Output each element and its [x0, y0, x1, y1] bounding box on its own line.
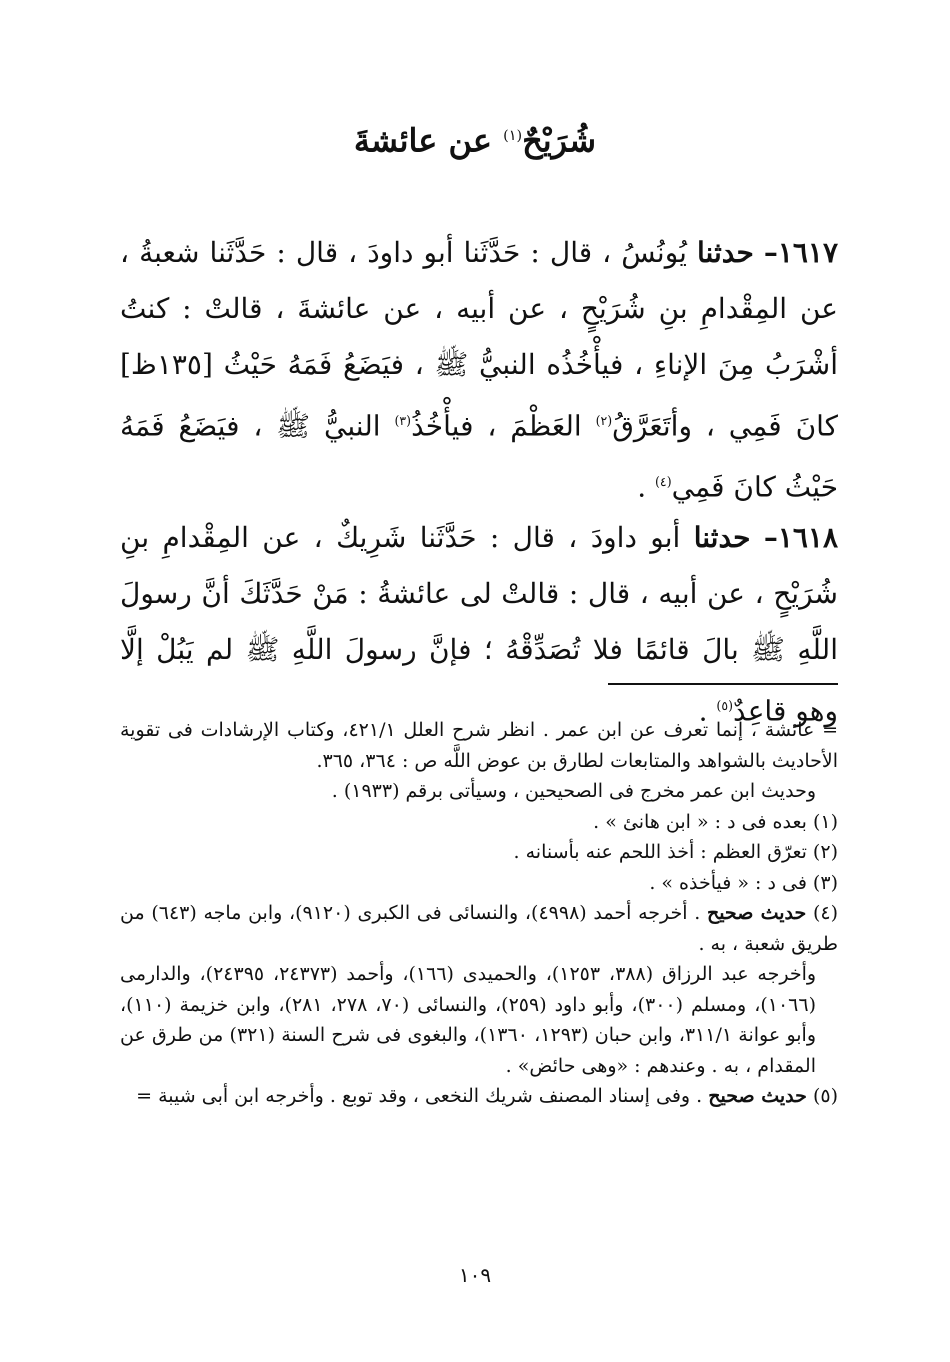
footnote-continuation: = عائشة ، إنما تعرف عن ابن عمر . انظر شرح العلل ٤٢١/١، وكتاب الإرشادات فى تقوية الأحاديث بالشواهد والمتابعات لطارق بن عوض اللَّه ص : ٣٦٤، ٣٦٥. — [120, 719, 838, 772]
chapter-title-rest: عن عائشةَ — [353, 121, 504, 160]
footnote-5-number: (٥) — [806, 1085, 838, 1107]
hadith-intro: حدثنا — [693, 521, 751, 554]
footnote-4-text: . أخرجه أحمد (٤٩٩٨)، والنسائى فى الكبرى (٩١٢٠)، وابن ماجه (٦٤٣) من طريق شعبة ، به . — [120, 902, 838, 955]
footnote-2: (٢) تعرّق العظم : أخذ اللحم عنه بأسنانه . — [513, 841, 838, 863]
footnote-ref: (٣) — [394, 413, 412, 428]
page-number: ١٠٩ — [458, 1263, 492, 1287]
grading-label: حديث صحيح — [706, 902, 807, 924]
hadith-text: العَظْمَ ، فيأْخُذُ — [411, 409, 596, 443]
footnote-4-number: (٤) — [806, 902, 839, 924]
footnote-divider — [608, 683, 838, 685]
hadith-text-end: . — [698, 694, 717, 728]
footnote-5 — [120, 1081, 838, 1112]
footnote-4-more: وأخرجه عبد الرزاق (٣٨٨، ١٢٥٣)، والحميدى (١٦٦)، وأحمد (٢٤٣٧٣، ٢٤٣٩٥)، والدارمى (١٠٦٦)، ومسلم (٣٠٠)، وأبو داود (٢٥٩)، والنسائى (٧٠، ٢٧٨، ٢٨١)، وابن خزيمة (١١٠)، وأبو عوانة ٣١١/١، وابن حبان (١٢٩٣، ١٣٦٠)، والبغوى فى شرح السنة (٣٢١) من طرق عن المقدام ، به . وعندهم : «وهى حائض» . — [120, 963, 817, 1077]
footnote-ref: (٤) — [655, 474, 672, 490]
footnote-3: (٣) فى د : « فيأخذه » . — [649, 871, 838, 894]
hadith-1618 — [120, 510, 838, 739]
chapter-title-name: شُرَيْحٌ — [522, 121, 597, 160]
hadith-number: ١٦١٧– — [763, 236, 838, 269]
footnotes — [120, 715, 838, 1112]
footnote-4 — [120, 898, 838, 959]
hadith-text: النبيُّ ﷺ ، فيَضَعُ فَمَهُ حَيْثُ كانَ فَمِي — [120, 409, 838, 504]
hadith-number: ١٦١٨– — [763, 521, 838, 554]
footnote-continuation: وحديث ابن عمر مخرج فى الصحيحين ، وسيأتى برقم (١٩٣٣) . — [331, 780, 816, 802]
grading-label: حديث صحيح — [708, 1085, 807, 1107]
footnote-ref: (١) — [503, 128, 523, 144]
footnote-ref: (٢) — [595, 413, 613, 428]
hadith-1617 — [120, 225, 838, 516]
footnote-5-text: . وفى إسناد المصنف شريك النخعى ، وقد توبع . وأخرجه ابن أبى شيبة = — [136, 1085, 709, 1107]
footnote-ref: (٥) — [716, 698, 734, 713]
hadith-text-end: . — [637, 470, 655, 504]
hadith-text: يُونُسُ ، قال : حَدَّثَنا أبو داودَ ، قال : حَدَّثَنا شعبةُ ، عن المِقْدامِ بنِ شُرَيْحٍ ، عن أبيه ، عن عائشةَ ، قالتْ : كنتُ أشْرَبُ مِنَ الإناءِ ، فيأْخُذُه النبيُّ ﷺ ، فيَضَعُ فَمَهُ حَيْثُ [١٣٥ظ] كانَ فَمِي ، وأتَعَرَّقُ — [120, 236, 839, 443]
hadith-intro: حدثنا — [697, 236, 754, 269]
chapter-title — [0, 112, 950, 165]
hadith-text: أبو داودَ ، قال : حَدَّثَنا شَرِيكٌ ، عن المِقْدامِ بنِ شُرَيْحٍ ، عن أبيه ، قال : قالتْ لى عائشةُ : مَنْ حَدَّثَكَ أنَّ رسولَ اللَّهِ ﷺ بالَ قائمًا فلا تُصَدِّقْهُ ؛ فإنَّ رسولَ اللَّهِ ﷺ لم يَبُلْ إلَّا وهو قاعِدٌ — [120, 521, 838, 728]
footnote-1: (١) بعده فى د : « ابن هانئ » . — [593, 810, 838, 833]
